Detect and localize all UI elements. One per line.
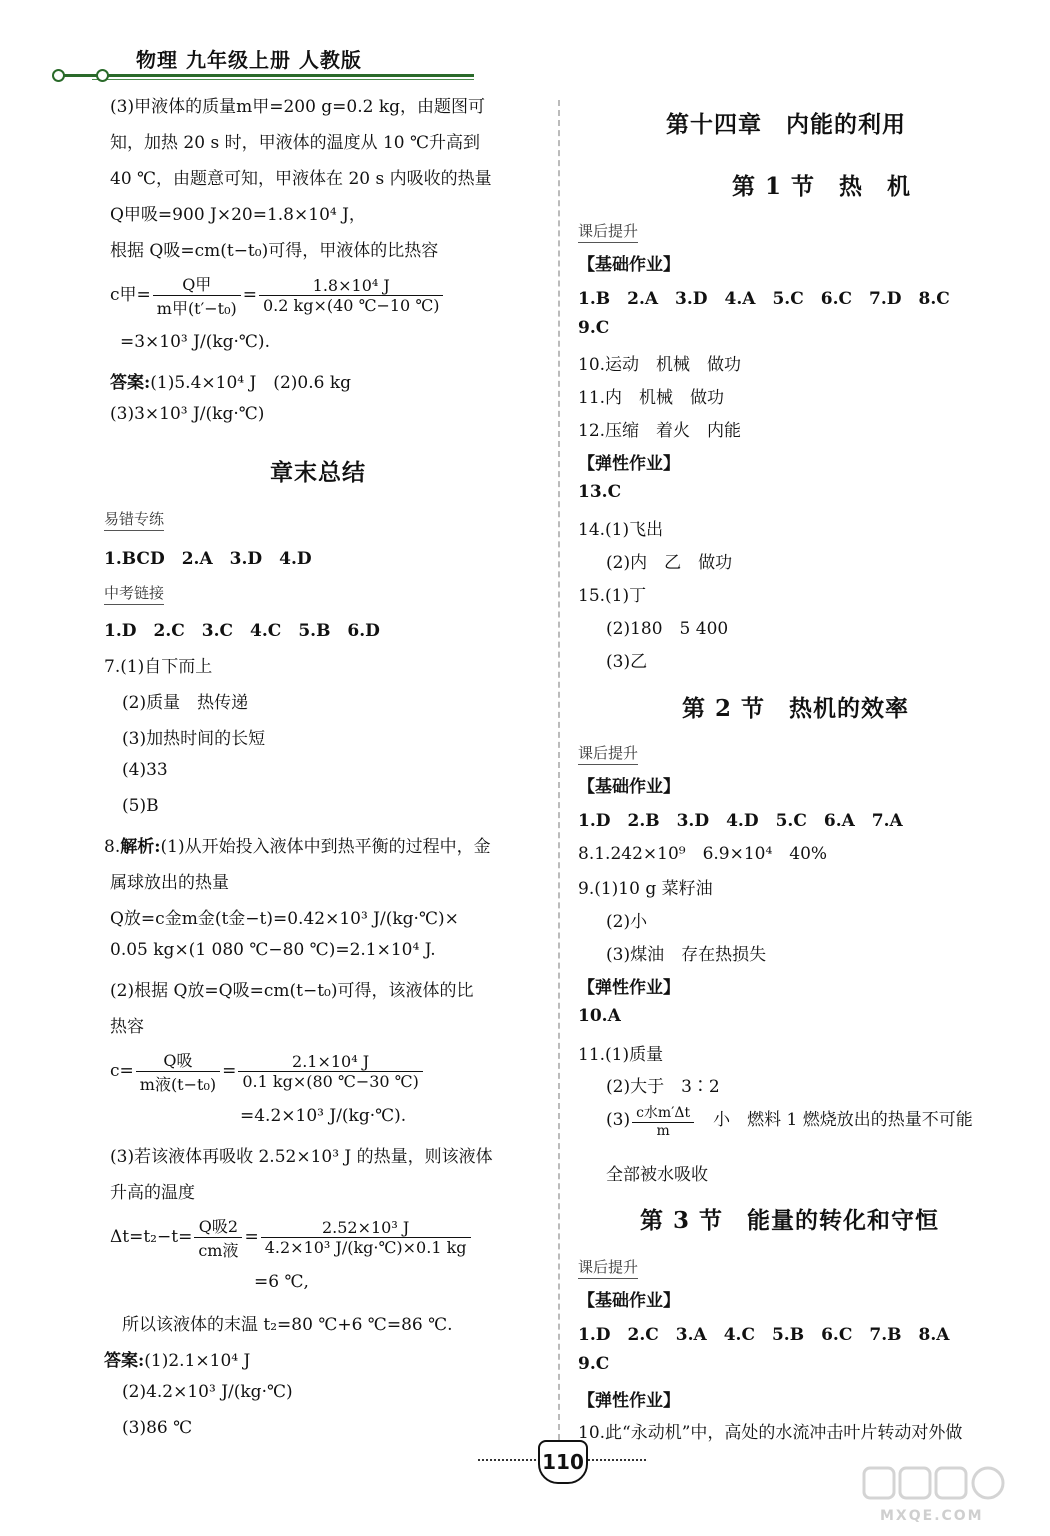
text-line: 知，加热 20 s 时，甲液体的温度从 10 ℃升高到 (110, 133, 481, 153)
answer-row: 1.BCD 2.A 3.D 4.D (104, 549, 312, 569)
column-divider (558, 100, 560, 1440)
sub-heading: 课后提升 (578, 1256, 638, 1279)
eq-lhs: Δt=t₂−t= (110, 1227, 193, 1247)
text-line: (3)86 ℃ (122, 1418, 193, 1438)
basic-homework-label: 【基础作业】 (578, 255, 680, 275)
watermark-logo (860, 1464, 1020, 1524)
answer-row: 12.压缩 着火 内能 (578, 421, 742, 441)
fraction (136, 1048, 220, 1095)
fraction-numerator: 2.1×10⁴ J (238, 1052, 422, 1072)
header-title: 物理 九年级上册 人教版 (136, 48, 362, 72)
text-line: (2)质量 热传递 (122, 693, 249, 713)
section-title: 第 1 节 热 机 (732, 173, 912, 200)
answer-row: (3)煤油 存在热损失 (606, 945, 767, 965)
answer-row: 9.C (578, 1354, 610, 1374)
fraction-denominator: m甲(t′−t₀) (156, 299, 237, 318)
answer-row: 10.A (578, 1006, 621, 1026)
analysis-label: 解析: (120, 837, 161, 857)
answer-row: 9.(1)10 g 菜籽油 (578, 879, 713, 899)
text-line: (3)加热时间的长短 (122, 729, 266, 749)
section-title: 第 2 节 热机的效率 (682, 695, 910, 722)
equation-temperature-rise (110, 1214, 473, 1261)
answer-row: 1.B 2.A 3.D 4.A 5.C 6.C 7.D 8.C (578, 289, 950, 309)
fraction-numerator: 1.8×10⁴ J (259, 276, 443, 296)
eq-sign: = (222, 1061, 237, 1081)
section-title: 第 3 节 能量的转化和守恒 (640, 1207, 940, 1234)
eq-lhs: c= (110, 1061, 134, 1081)
footer-dots (588, 1459, 646, 1461)
answer-row: 11.内 机械 做功 (578, 388, 725, 408)
fraction-numerator: Q吸2 (194, 1214, 242, 1238)
answer-line (104, 1346, 250, 1371)
sub-heading: 中考链接 (104, 582, 164, 605)
sub-heading: 易错专练 (104, 508, 164, 531)
elastic-homework-label: 【弹性作业】 (578, 978, 680, 998)
answer-row-efficiency (606, 1102, 973, 1139)
answer-text: (1)2.1×10⁴ J (144, 1351, 251, 1371)
header-circle-icon (96, 69, 109, 82)
answer-row: 14.(1)飞出 (578, 520, 664, 540)
watermark-icon (860, 1464, 1010, 1508)
page-header (52, 44, 482, 84)
watermark-text: MXQE.COM (880, 1508, 984, 1524)
text-line: (4)33 (122, 760, 168, 780)
answer-row: (2)180 5 400 (606, 619, 729, 639)
answer-label: 答案: (104, 1351, 145, 1371)
answer-row: 10.此“永动机”中，高处的水流冲击叶片转动对外做 (578, 1423, 963, 1443)
answer-row: 1.D 2.C 3.C 4.C 5.B 6.D (104, 621, 380, 641)
answer-row: 1.D 2.B 3.D 4.D 5.C 6.A 7.A (578, 811, 903, 831)
text-line: Q放=c金m金(t金−t)=0.42×10³ J/(kg·℃)× (110, 909, 459, 929)
basic-homework-label: 【基础作业】 (578, 777, 680, 797)
text-line: (3)甲液体的质量m甲=200 g=0.2 kg，由题图可 (110, 97, 486, 117)
header-rule-thin (92, 79, 474, 80)
text-line: Q甲吸=900 J×20=1.8×10⁴ J， (110, 205, 366, 225)
fraction-denominator: 0.1 kg×(80 ℃−30 ℃) (242, 1072, 419, 1091)
header-rule (64, 74, 474, 77)
answer-row: 10.运动 机械 做功 (578, 355, 742, 375)
chapter-title: 第十四章 内能的利用 (666, 111, 906, 138)
equation-specific-heat-b (110, 1048, 425, 1095)
fraction-numerator: 2.52×10³ J (261, 1218, 471, 1238)
footer-dots (478, 1459, 536, 1461)
answer-row: 8.1.242×10⁹ 6.9×10⁴ 40% (578, 844, 828, 864)
answer-text: (1)5.4×10⁴ J (2)0.6 kg (150, 373, 352, 393)
elastic-homework-label: 【弹性作业】 (578, 454, 680, 474)
text-line: =4.2×10³ J/(kg·℃). (240, 1106, 407, 1126)
fraction-denominator: 4.2×10³ J/(kg·℃)×0.1 kg (264, 1238, 467, 1257)
eq-sign: = (244, 1227, 259, 1247)
header-circle-icon (52, 69, 65, 82)
fraction (632, 1102, 694, 1139)
basic-homework-label: 【基础作业】 (578, 1291, 680, 1311)
fraction-denominator: m液(t−t₀) (139, 1075, 217, 1094)
answer-label: 答案: (110, 373, 151, 393)
answer-row: 11.(1)质量 (578, 1045, 664, 1065)
fraction-numerator: Q甲 (153, 272, 241, 296)
equation-specific-heat-a (110, 272, 445, 319)
answer-row: (3)乙 (606, 652, 648, 672)
text-line: =3×10³ J/(kg·℃). (120, 332, 270, 352)
summary-title: 章末总结 (270, 459, 366, 486)
text-line: (2)根据 Q放=Q吸=cm(t−t₀)可得，该液体的比 (110, 981, 474, 1001)
text-span: 小 燃料 1 燃烧放出的热量不可能 (713, 1110, 973, 1130)
text-line: 热容 (110, 1017, 144, 1037)
fraction-denominator: cm液 (198, 1241, 239, 1260)
text-line: 根据 Q吸=cm(t−t₀)可得，甲液体的比热容 (110, 241, 439, 261)
answer-row: 9.C (578, 318, 610, 338)
answer-row: 1.D 2.C 3.A 4.C 5.B 6.C 7.B 8.A (578, 1325, 950, 1345)
fraction-numerator: c水m′Δt (632, 1102, 694, 1123)
fraction-denominator: 0.2 kg×(40 ℃−10 ℃) (263, 296, 440, 315)
fraction (153, 272, 241, 319)
answer-line (110, 368, 351, 393)
eq-sign: = (242, 285, 257, 305)
eq-lhs: c甲= (110, 285, 151, 305)
page-number: 110 (538, 1440, 588, 1484)
answer-row: 13.C (578, 482, 622, 502)
answer-row: 全部被水吸收 (606, 1165, 708, 1185)
text-line: (5)B (122, 796, 159, 816)
fraction (238, 1052, 422, 1091)
page-footer (478, 1440, 648, 1480)
text-line: 40 ℃，由题意可知，甲液体在 20 s 内吸收的热量 (110, 169, 492, 189)
text-line: (3)3×10³ J/(kg·℃) (110, 404, 265, 424)
text-line: 7.(1)自下而上 (104, 657, 213, 677)
answer-row: (2)小 (606, 912, 648, 932)
text-line: (2)4.2×10³ J/(kg·℃) (122, 1382, 293, 1402)
text-line: 0.05 kg×(1 080 ℃−80 ℃)=2.1×10⁴ J. (110, 940, 436, 960)
text-line: (3)若该液体再吸收 2.52×10³ J 的热量，则该液体 (110, 1147, 493, 1167)
text-line: 属球放出的热量 (110, 873, 229, 893)
text-line: 升高的温度 (110, 1183, 195, 1203)
fraction (194, 1214, 242, 1261)
text-span: (3) (606, 1110, 631, 1130)
sub-heading: 课后提升 (578, 742, 638, 765)
text-line (104, 832, 491, 857)
sub-heading: 课后提升 (578, 220, 638, 243)
fraction (259, 276, 443, 315)
fraction-numerator: Q吸 (136, 1048, 220, 1072)
answer-row: 15.(1)丁 (578, 586, 647, 606)
answer-row: (2)大于 3∶2 (606, 1077, 720, 1097)
answer-row: (2)内 乙 做功 (606, 553, 733, 573)
text-line: 所以该液体的末温 t₂=80 ℃+6 ℃=86 ℃. (122, 1315, 453, 1335)
elastic-homework-label: 【弹性作业】 (578, 1391, 680, 1411)
fraction (261, 1218, 471, 1257)
text-line: =6 ℃, (254, 1272, 309, 1292)
question-number: 8. (104, 837, 121, 857)
text-span: (1)从开始投入液体中到热平衡的过程中，金 (160, 837, 491, 857)
fraction-denominator: m (656, 1123, 670, 1139)
